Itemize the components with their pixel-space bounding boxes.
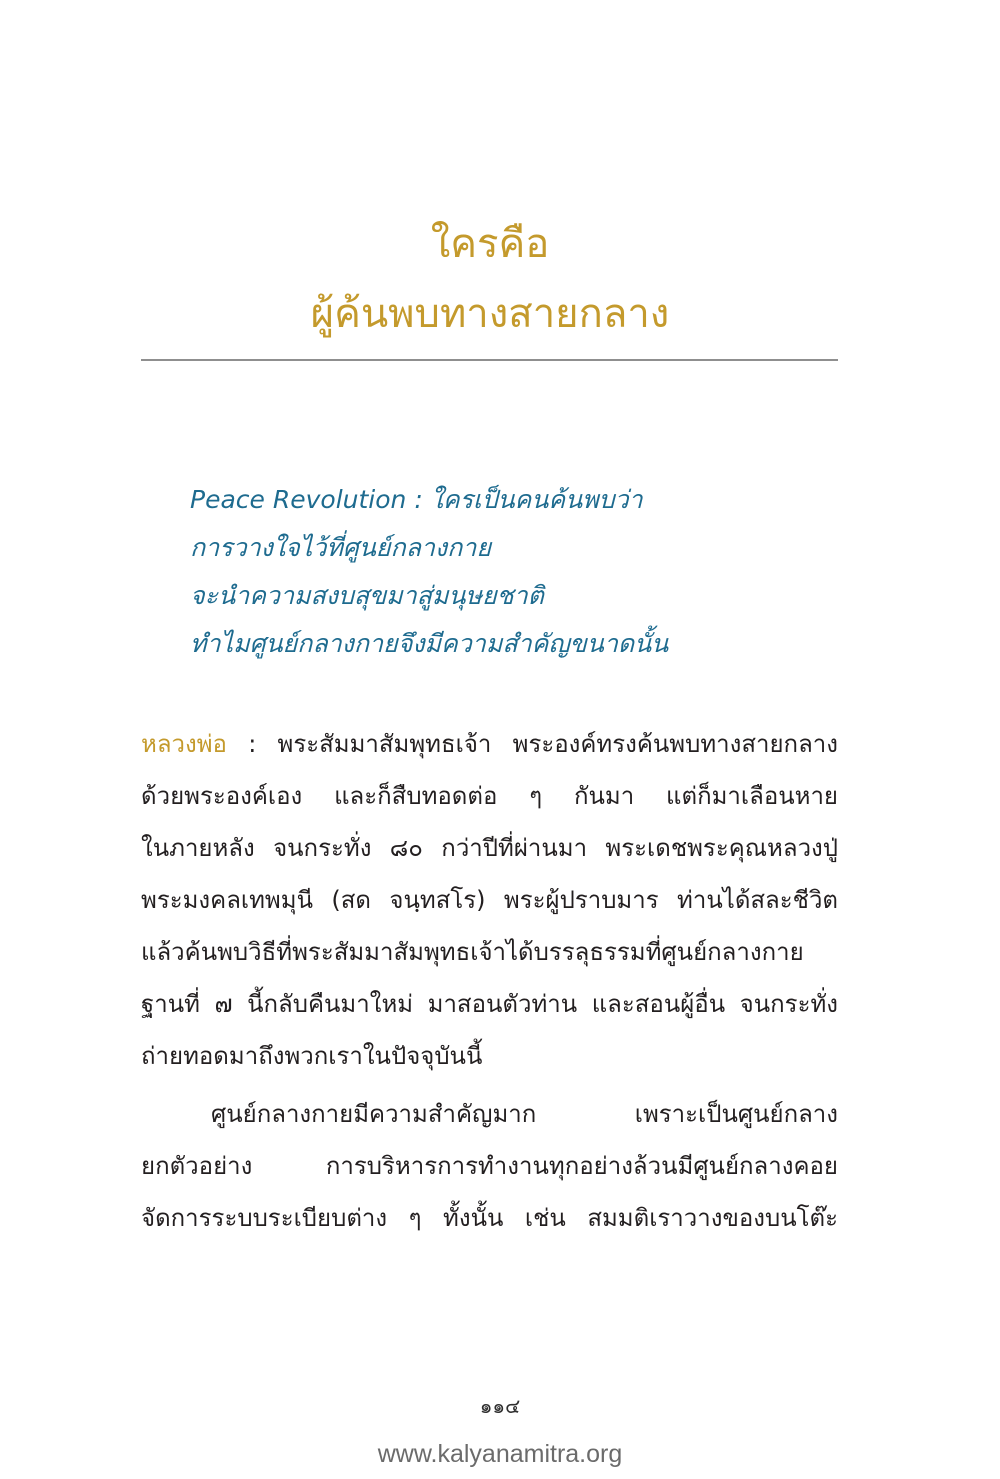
answer-line: พระมงคลเทพมุนี (สด จนฺทสโร) พระผู้ปราบมาร ท่านได้สละชีวิต	[141, 886, 838, 914]
speaker-label: หลวงพ่อ	[141, 730, 227, 758]
chapter-title-line-1: ใครคือ	[430, 221, 550, 267]
answer-first-line-text: : พระสัมมาสัมพุทธเจ้า พระองค์ทรงค้นพบทางสายกลาง	[226, 730, 838, 758]
answer-first-line	[141, 718, 838, 770]
answer-line: ศูนย์กลางกายมีความสำคัญมาก เพราะเป็นศูนย์กลาง	[211, 1100, 838, 1128]
answer-paragraph-1	[141, 718, 838, 1082]
answer-line: ยกตัวอย่าง การบริหารการทำงานทุกอย่างล้วนมีศูนย์กลางคอย	[141, 1152, 838, 1180]
answer-line: ในภายหลัง จนกระทั่ง ๘๐ กว่าปีที่ผ่านมา พระเดชพระคุณหลวงปู่	[141, 834, 838, 862]
answer-line: ฐานที่ ๗ นี้กลับคืนมาใหม่ มาสอนตัวท่าน และสอนผู้อื่น จนกระทั่ง	[141, 990, 838, 1018]
chapter-title-line-2: ผู้ค้นพบทางสายกลาง	[310, 291, 670, 337]
question-line: Peace Revolution : ใครเป็นคนค้นพบว่า	[190, 485, 643, 514]
answer-paragraph-2	[141, 1088, 838, 1244]
title-divider	[141, 359, 838, 361]
question-block	[190, 476, 830, 668]
answer-line: แล้วค้นพบวิธีที่พระสัมมาสัมพุทธเจ้าได้บรรลุธรรมที่ศูนย์กลางกาย	[141, 938, 804, 966]
question-line: ทำไมศูนย์กลางกายจึงมีความสำคัญขนาดนั้น	[190, 629, 669, 658]
answer-line: ด้วยพระองค์เอง และก็สืบทอดต่อ ๆ กันมา แต่ก็มาเลือนหาย	[141, 782, 838, 810]
answer-line: ถ่ายทอดมาถึงพวกเราในปัจจุบันนี้	[141, 1042, 483, 1070]
question-line: การวางใจไว้ที่ศูนย์กลางกาย	[190, 533, 491, 562]
footer-url: www.kalyanamitra.org	[377, 1440, 623, 1468]
page-number: ๑๑๔	[479, 1394, 521, 1418]
answer-line: จัดการระบบระเบียบต่าง ๆ ทั้งนั้น เช่น สมมติเราวางของบนโต๊ะ	[141, 1204, 838, 1232]
question-line: จะนำความสงบสุขมาสู่มนุษยชาติ	[190, 581, 544, 610]
